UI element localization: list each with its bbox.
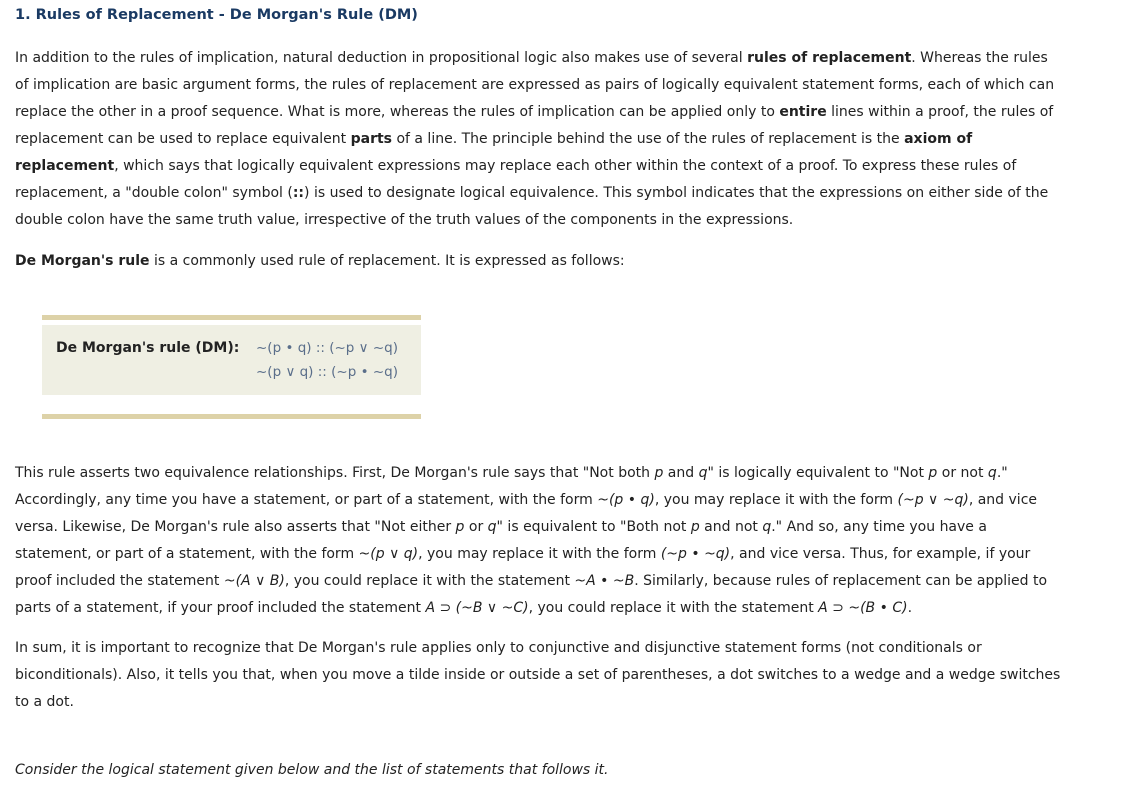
summary-paragraph: In sum, it is important to recognize that De Morgan's rule applies only to conjunctive and disjunctive statement forms (not conditionals or biconditionals). Also, it tells you that, when you move a tilde inside or outside a set of parentheses, a dot switches to a wedge and a wedge switches to a dot. [15, 640, 1061, 710]
bold-term: parts [350, 131, 392, 147]
italic-term: p [928, 465, 938, 481]
italic-term: A ⊃ ~(B • C) [818, 600, 908, 616]
text: . Whereas the rules of implication are basic argument forms, the rules of replacement are expressed as pairs of logically equivalent statement forms, each of which can replace the other in a proof sequence. What is more, whereas the rules of implication can be applied only to [15, 50, 1055, 120]
bold-term: rules of replacement [747, 50, 912, 66]
text: and [663, 465, 699, 481]
italic-term: p [654, 465, 664, 481]
italic-term: ~A • ~B [574, 573, 635, 589]
text: . [907, 600, 913, 616]
bold-term: entire [779, 104, 827, 120]
formula-1: ~(p • q) :: (~p ∨ ~q) [256, 340, 398, 356]
italic-term: (~p • ~q) [660, 546, 731, 562]
text: , and vice versa. Thus, for example, if your proof included the statement [15, 546, 1031, 589]
rule-box-top-border [42, 315, 421, 320]
italic-term: A ⊃ (~B ∨ ~C) [425, 600, 529, 616]
italic-term: q [698, 465, 708, 481]
text: This rule asserts two equivalence relationships. First, De Morgan's rule says that "Not both [15, 465, 655, 481]
italic-term: ~(p • q) [597, 492, 655, 508]
italic-term: q [987, 465, 997, 481]
italic-term: p [455, 519, 465, 535]
rule-box-bottom-border [42, 414, 421, 419]
rule-intro-paragraph [15, 248, 1065, 275]
text: ." Accordingly, any time you have a statement, or part of a statement, with the form [15, 465, 1008, 508]
text: In addition to the rules of implication, natural deduction in propositional logic also makes use of several [15, 50, 748, 66]
text: , you could replace it with the statement [284, 573, 575, 589]
italic-term: (~p ∨ ~q) [897, 492, 969, 508]
rule-box [42, 315, 421, 419]
text: , you may replace it with the form [418, 546, 661, 562]
question-prompt: Consider the logical statement given below and the list of statements that follows it. [15, 762, 609, 778]
page-title: 1. Rules of Replacement - De Morgan's Rule (DM) [15, 7, 418, 23]
italic-term: q [762, 519, 772, 535]
italic-term: ~(A ∨ B) [223, 573, 285, 589]
text: , and vice versa. Likewise, De Morgan's rule also asserts that "Not either [15, 492, 1038, 535]
text: of a line. The principle behind the use of the rules of replacement is the [392, 131, 905, 147]
formula-2: ~(p ∨ q) :: (~p • ~q) [256, 364, 398, 380]
italic-term: ~(p ∨ q) [358, 546, 419, 562]
rule-box-body [42, 325, 421, 395]
bold-term: De Morgan's rule [15, 253, 150, 269]
bold-term: axiom of replacement [15, 131, 973, 174]
italic-term: p [690, 519, 700, 535]
italic-term: q [487, 519, 497, 535]
bold-term: :: [292, 185, 305, 201]
text: ) is used to designate logical equivalence. This symbol indicates that the expressions on either side of the double colon have the same truth value, irrespective of the truth values of the components in the expressions. [15, 185, 1049, 228]
text: , which says that logically equivalent expressions may replace each other within the context of a proof. To express these rules of replacement, a "double colon" symbol ( [15, 158, 1017, 201]
explanation-paragraph [15, 460, 1065, 622]
text: ." And so, any time you have a statement, or part of a statement, with the form [15, 519, 987, 562]
text: or not [937, 465, 988, 481]
text: lines within a proof, the rules of replacement can be used to replace equivalent [15, 104, 1054, 147]
text: is a commonly used rule of replacement. It is expressed as follows: [149, 253, 625, 269]
text: , you could replace it with the statement [528, 600, 819, 616]
text: or [464, 519, 488, 535]
rule-label: De Morgan's rule (DM): [56, 340, 240, 356]
intro-paragraph [15, 45, 1065, 234]
text: , you may replace it with the form [654, 492, 898, 508]
text: " is equivalent to "Both not [496, 519, 691, 535]
text: . Similarly, because rules of replacement can be applied to parts of a statement, if your proof included the statement [15, 573, 1048, 616]
text: " is logically equivalent to "Not [707, 465, 929, 481]
text: and not [699, 519, 763, 535]
